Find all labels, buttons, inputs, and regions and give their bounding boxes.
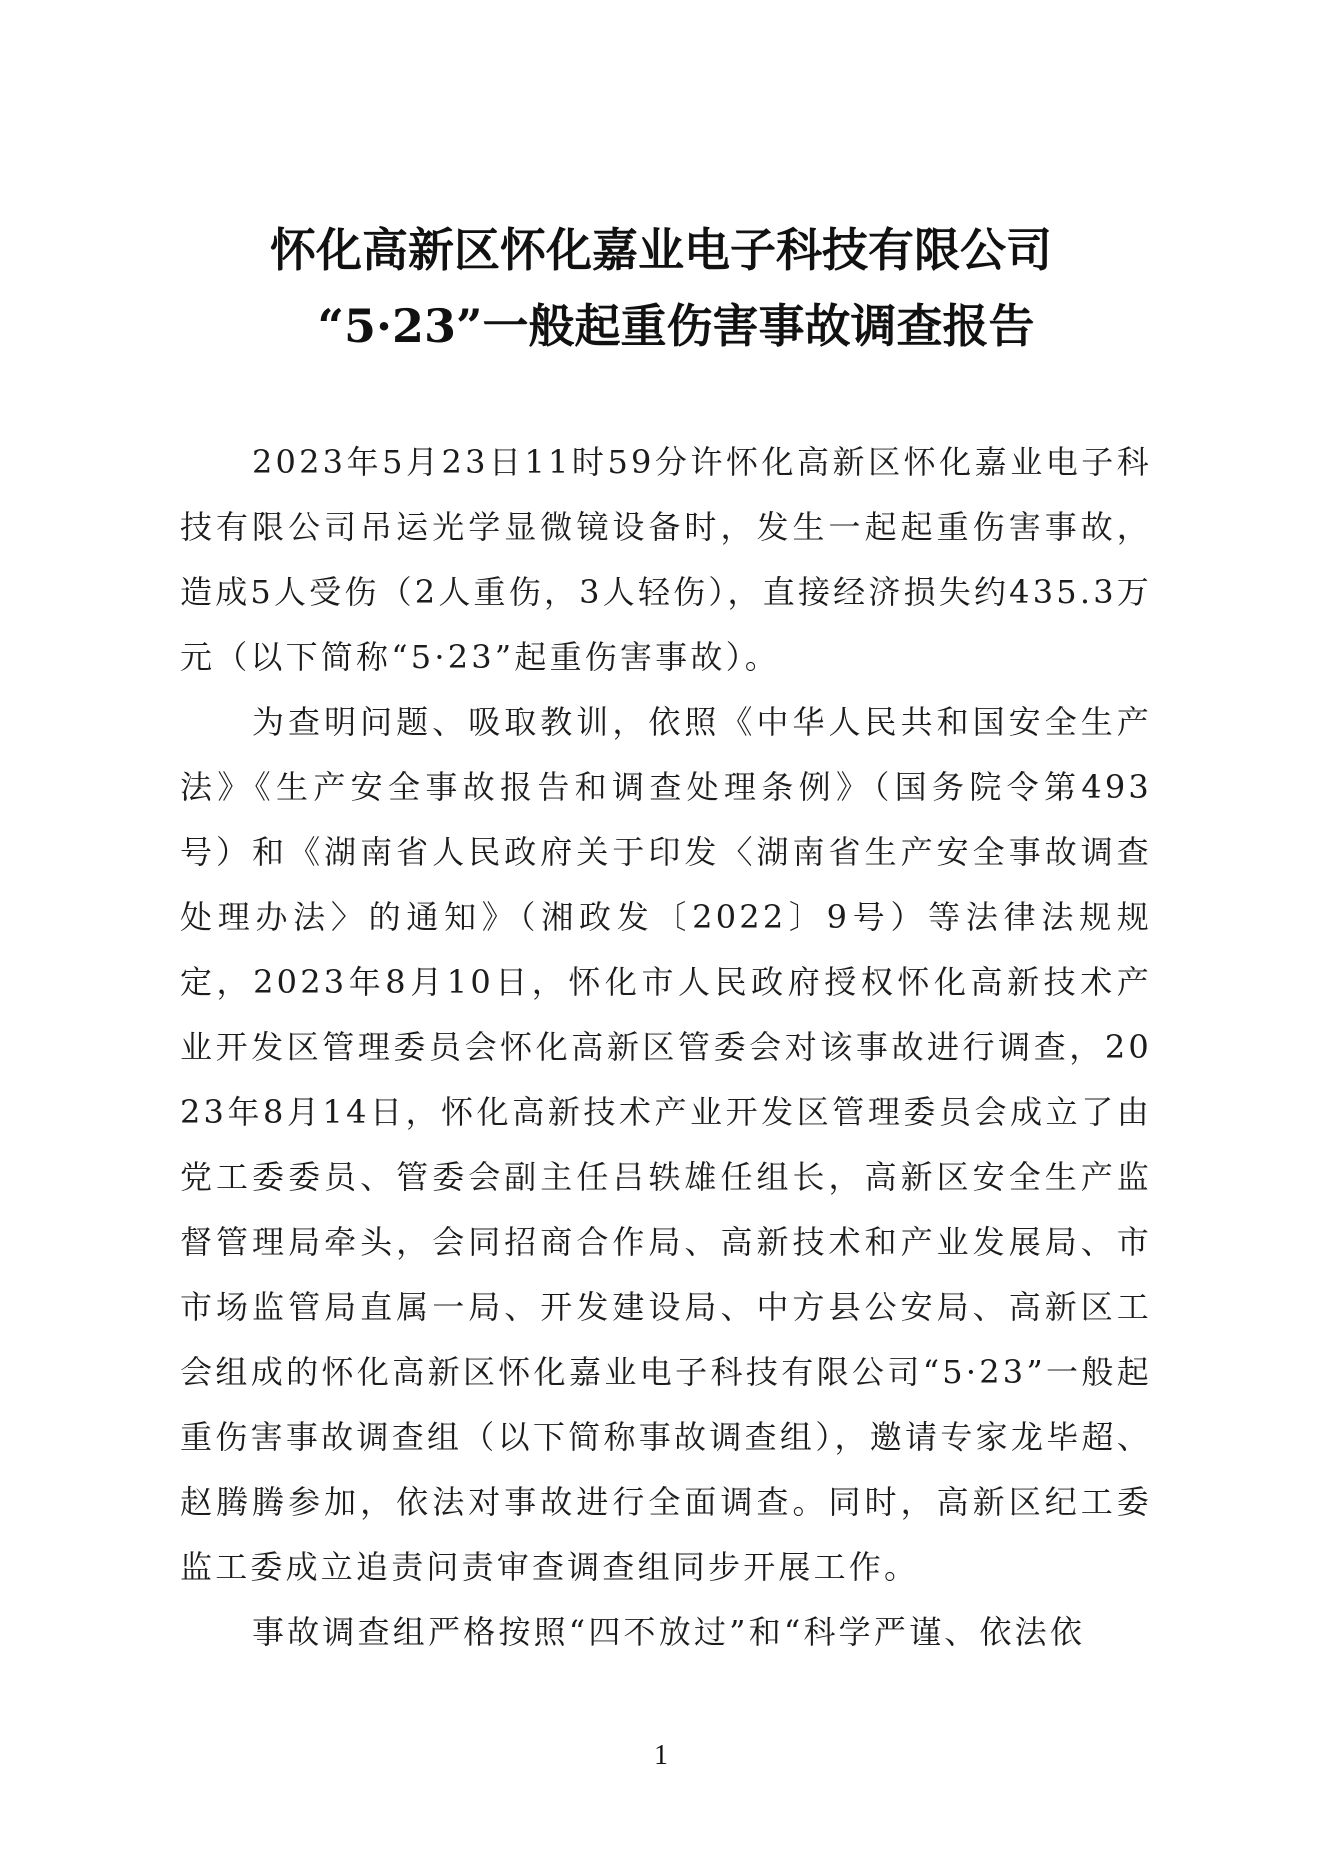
title-line-report: “5·23”一般起重伤害事故调查报告 bbox=[317, 299, 1035, 353]
report-title bbox=[0, 212, 1322, 364]
paragraph-investigation-principles: 事故调查组严格按照“四不放过”和“科学严谨、依法依 bbox=[252, 1613, 1086, 1651]
paragraph-incident-summary: 2023年5月23日11时59分许怀化高新区怀化嘉业电子科技有限公司吊运光学显微镜设备时，发生一起起重伤害事故，造成5人受伤（2人重伤，3人轻伤），直接经济损失约435.3万元（以下简称“5·23”起重伤害事故）。 bbox=[180, 443, 1152, 676]
report-body bbox=[180, 430, 1152, 1665]
page-number: 1 bbox=[654, 1740, 668, 1771]
paragraph-investigation-basis: 为查明问题、吸取教训，依照《中华人民共和国安全生产法》《生产安全事故报告和调查处理条例》（国务院令第493号）和《湖南省人民政府关于印发〈湖南省生产安全事故调查处理办法〉的通知》（湘政发〔2022〕9号）等法律法规规定，2023年8月10日，怀化市人民政府授权怀化高新技术产业开发区管理委员会怀化高新区管委会对该事故进行调查，2023年8月14日，怀化高新技术产业开发区管理委员会成立了由党工委委员、管委会副主任吕轶雄任组长，高新区安全生产监督管理局牵头，会同招商合作局、高新技术和产业发展局、市市场监管局直属一局、开发建设局、中方县公安局、高新区工会组成的怀化高新区怀化嘉业电子科技有限公司“5·23”一般起重伤害事故调查组（以下简称事故调查组），邀请专家龙毕超、赵腾腾参加，依法对事故进行全面调查。同时，高新区纪工委监工委成立追责问责审查调查组同步开展工作。 bbox=[180, 703, 1152, 1586]
title-line-company: 怀化高新区怀化嘉业电子科技有限公司 bbox=[270, 223, 1052, 277]
